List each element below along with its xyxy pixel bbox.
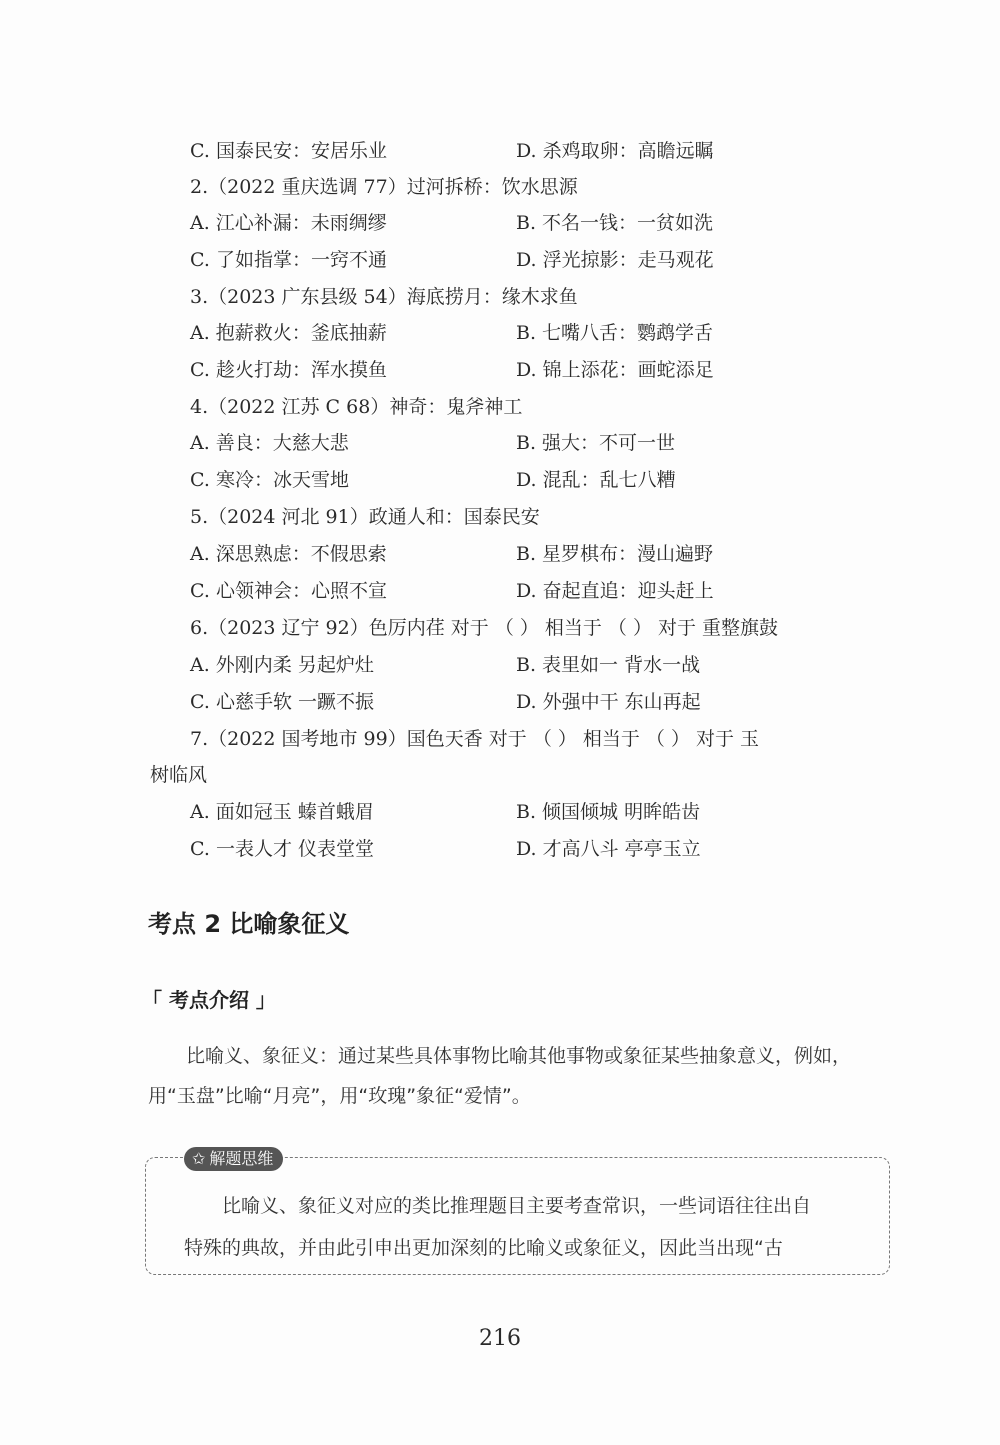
option-a-q2: A. 江心补漏：未雨绸缪 xyxy=(190,212,387,234)
option-d-q6: D. 外强中干 东山再起 xyxy=(516,691,701,713)
question-7-continued: 树临风 xyxy=(150,764,208,786)
question-5: 5.（2024 河北 91）政通人和：国泰民安 xyxy=(190,506,540,528)
option-c-q7: C. 一表人才 仪表堂堂 xyxy=(190,838,374,860)
question-2: 2.（2022 重庆选调 77）过河拆桥：饮水思源 xyxy=(190,176,578,198)
option-b-q2: B. 不名一钱：一贫如洗 xyxy=(516,212,714,234)
option-c-q4: C. 寒冷：冰天雪地 xyxy=(190,469,349,491)
tip-paragraph-line-2: 特殊的典故，并由此引申出更加深刻的比喻义或象征义，因此当出现“古 xyxy=(184,1237,783,1259)
star-icon: ✩ xyxy=(192,1149,206,1168)
intro-heading: 「 考点介绍 」 xyxy=(142,988,276,1012)
option-b-q3: B. 七嘴八舌：鹦鹉学舌 xyxy=(516,322,714,344)
option-c-q2: C. 了如指掌：一窍不通 xyxy=(190,249,387,271)
intro-paragraph-line-2: 用“玉盘”比喻“月亮”，用“玫瑰”象征“爱情”。 xyxy=(148,1085,531,1107)
option-b-q6: B. 表里如一 背水一战 xyxy=(516,654,701,676)
option-c-q5: C. 心领神会：心照不宣 xyxy=(190,580,387,602)
question-6: 6.（2023 辽宁 92）色厉内荏 对于 （ ） 相当于 （ ） 对于 重整旗鼓 xyxy=(190,617,779,639)
option-d-q3: D. 锦上添花：画蛇添足 xyxy=(516,359,714,381)
option-b-q5: B. 星罗棋布：漫山遍野 xyxy=(516,543,714,565)
question-4: 4.（2022 江苏 C 68）神奇：鬼斧神工 xyxy=(190,396,523,418)
option-d-q4: D. 混乱：乱七八糟 xyxy=(516,469,676,491)
option-a-q6: A. 外刚内柔 另起炉灶 xyxy=(190,654,374,676)
option-b-q7: B. 倾国倾城 明眸皓齿 xyxy=(516,801,701,823)
question-3: 3.（2023 广东县级 54）海底捞月：缘木求鱼 xyxy=(190,286,578,308)
option-a-q4: A. 善良：大慈大悲 xyxy=(190,432,349,454)
intro-paragraph-line-1: 比喻义、象征义：通过某些具体事物比喻其他事物或象征某些抽象意义，例如， xyxy=(186,1045,852,1067)
option-a-q5: A. 深思熟虑：不假思索 xyxy=(190,543,387,565)
tip-badge xyxy=(184,1147,283,1171)
page-number: 216 xyxy=(479,1326,521,1351)
option-a-q7: A. 面如冠玉 螓首蛾眉 xyxy=(190,801,374,823)
option-d-q2: D. 浮光掠影：走马观花 xyxy=(516,249,714,271)
option-c-q6: C. 心慈手软 一蹶不振 xyxy=(190,691,374,713)
section-title: 考点 2 比喻象征义 xyxy=(148,910,350,938)
tip-paragraph-line-1: 比喻义、象征义对应的类比推理题目主要考查常识，一些词语往往出自 xyxy=(222,1195,812,1217)
option-c-q1: C. 国泰民安：安居乐业 xyxy=(190,140,387,162)
option-a-q3: A. 抱薪救火：釜底抽薪 xyxy=(190,322,387,344)
option-d-q7: D. 才高八斗 亭亭玉立 xyxy=(516,838,701,860)
tip-badge-label: 解题思维 xyxy=(209,1149,274,1168)
option-d-q5: D. 奋起直追：迎头赶上 xyxy=(516,580,714,602)
question-7: 7.（2022 国考地市 99）国色天香 对于 （ ） 相当于 （ ） 对于 玉 xyxy=(190,728,760,750)
option-d-q1: D. 杀鸡取卵：高瞻远瞩 xyxy=(516,140,714,162)
option-b-q4: B. 强大：不可一世 xyxy=(516,432,676,454)
option-c-q3: C. 趁火打劫：浑水摸鱼 xyxy=(190,359,387,381)
